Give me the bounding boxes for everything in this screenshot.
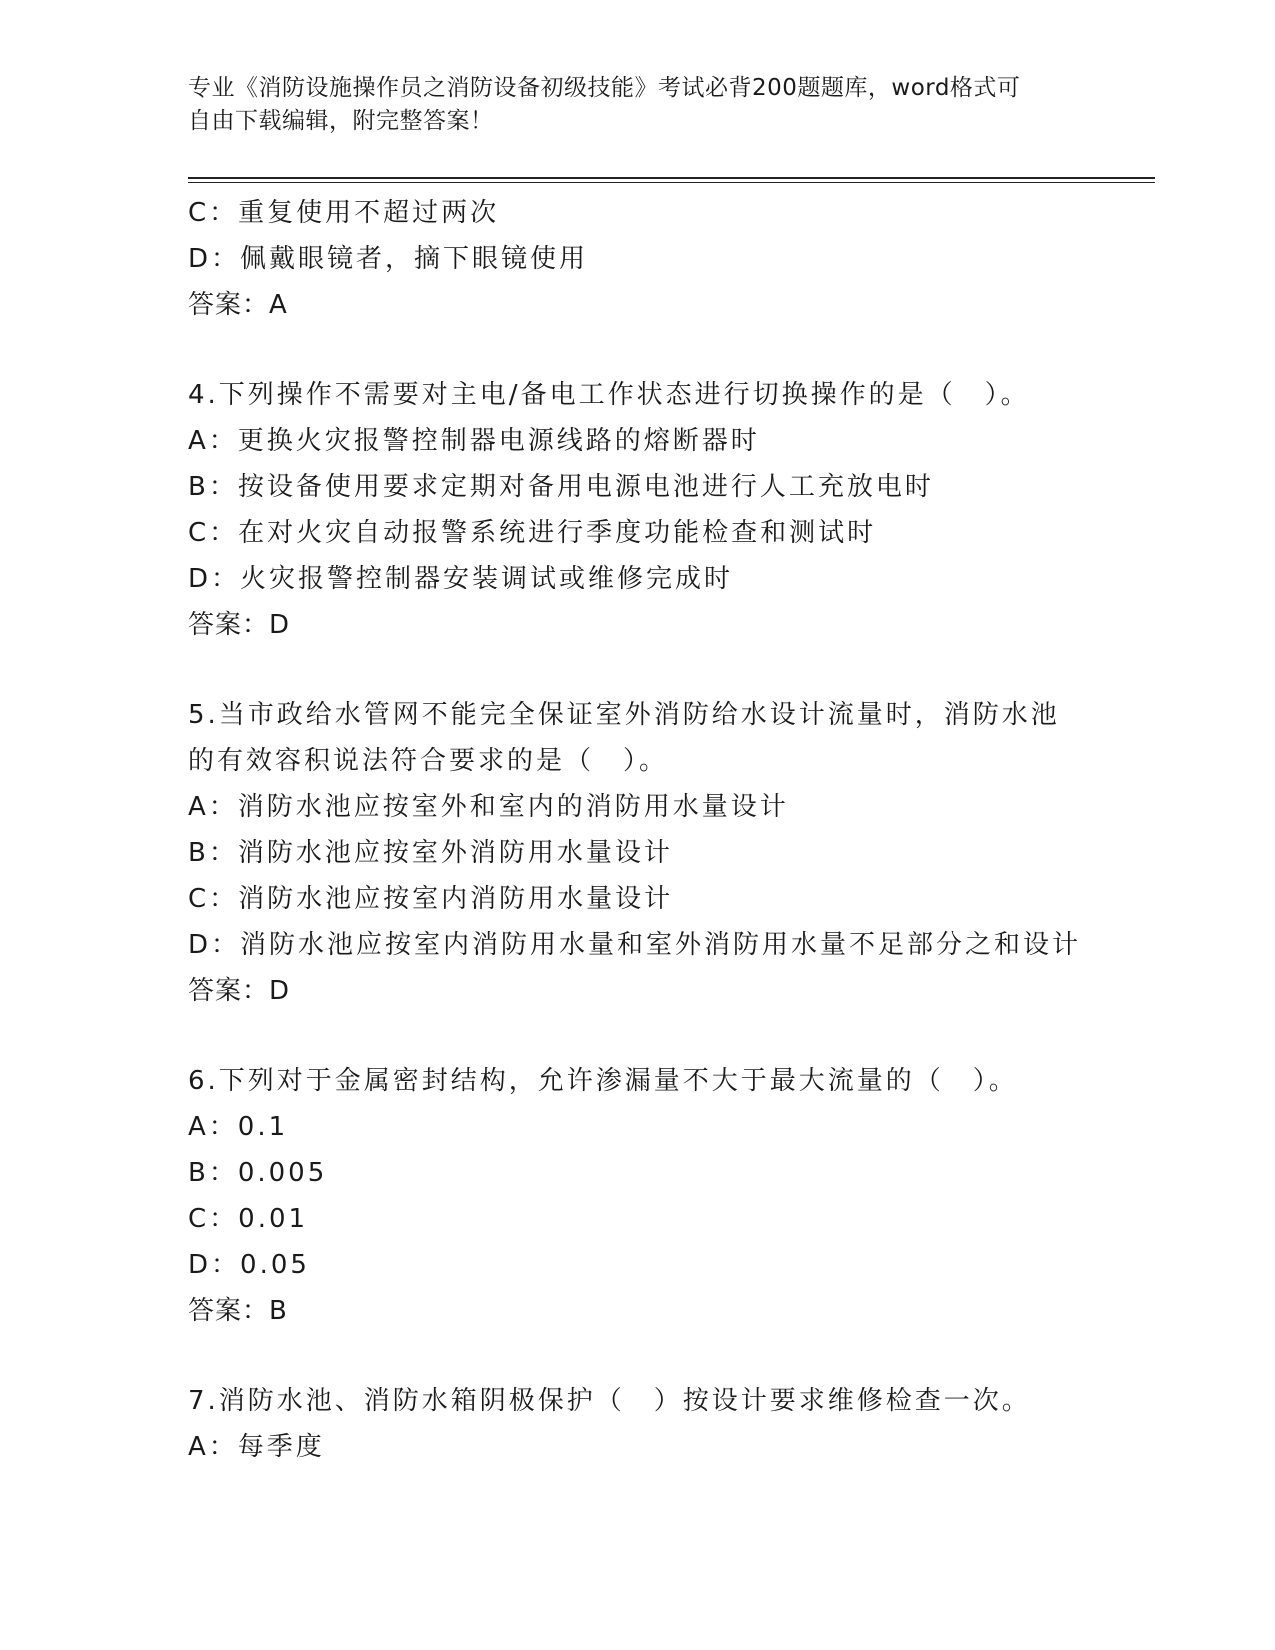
question-stem-line-2: 的有效容积说法符合要求的是（ ）。 (188, 746, 669, 776)
header-divider-thick (188, 177, 1155, 179)
answer: 答案：A (188, 290, 288, 320)
option-b: B：按设备使用要求定期对备用电源电池进行人工充放电时 (188, 472, 934, 502)
question-7 (188, 1378, 1148, 1470)
option-c: C：在对火灾自动报警系统进行季度功能检查和测试时 (188, 518, 877, 548)
option-a: A：每季度 (188, 1432, 325, 1462)
option-d: D：佩戴眼镜者，摘下眼镜使用 (188, 244, 589, 274)
option-b: B：0.005 (188, 1158, 328, 1188)
question-stem-line-1: 5.当市政给水管网不能完全保证室外消防给水设计流量时，消防水池 (188, 700, 1060, 730)
document-header (188, 72, 1068, 138)
header-line-2: 自由下载编辑，附完整答案！ (188, 108, 494, 134)
spacer (188, 328, 1148, 372)
question-6 (188, 1058, 1148, 1334)
header-divider-thin (188, 182, 1155, 183)
spacer (188, 648, 1148, 692)
question-stem: 7.消防水池、消防水箱阴极保护（ ）按设计要求维修检查一次。 (188, 1386, 1031, 1416)
option-a: A：消防水池应按室外和室内的消防用水量设计 (188, 792, 789, 822)
question-stem: 6.下列对于金属密封结构，允许渗漏量不大于最大流量的（ ）。 (188, 1066, 1018, 1096)
answer: 答案：B (188, 1296, 288, 1326)
answer: 答案：D (188, 976, 291, 1006)
option-c: C：0.01 (188, 1204, 309, 1234)
header-line-1: 专业《消防设施操作员之消防设备初级技能》考试必背200题题库，word格式可 (188, 75, 1021, 101)
option-a: A：0.1 (188, 1112, 289, 1142)
option-c: C：消防水池应按室内消防用水量设计 (188, 884, 674, 914)
spacer (188, 1014, 1148, 1058)
option-a: A：更换火灾报警控制器电源线路的熔断器时 (188, 426, 760, 456)
option-d: D：0.05 (188, 1250, 310, 1280)
option-c: C：重复使用不超过两次 (188, 198, 500, 228)
question-content (188, 190, 1148, 1470)
spacer (188, 1334, 1148, 1378)
option-d: D：火灾报警控制器安装调试或维修完成时 (188, 564, 734, 594)
answer: 答案：D (188, 610, 291, 640)
question-3-tail (188, 190, 1148, 328)
option-b: B：消防水池应按室外消防用水量设计 (188, 838, 673, 868)
question-4 (188, 372, 1148, 648)
option-d: D：消防水池应按室内消防用水量和室外消防用水量不足部分之和设计 (188, 930, 1082, 960)
question-5 (188, 692, 1148, 1014)
question-stem: 4.下列操作不需要对主电/备电工作状态进行切换操作的是（ ）。 (188, 380, 1030, 410)
